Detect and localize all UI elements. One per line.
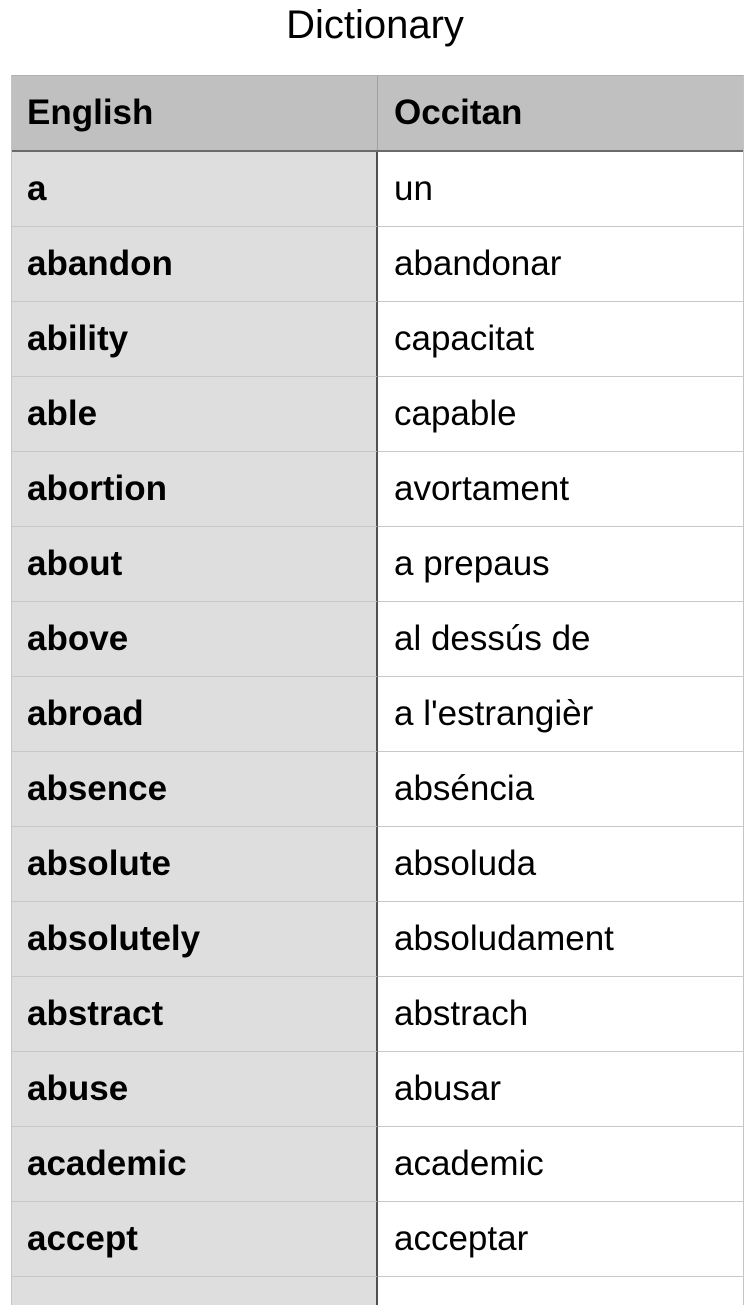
table-row[interactable] — [12, 677, 743, 752]
table-row[interactable] — [12, 827, 743, 902]
english-word-cell: accept — [12, 1202, 378, 1277]
occitan-translation-cell — [378, 1277, 743, 1305]
table-row[interactable] — [12, 1127, 743, 1202]
table-row[interactable] — [12, 752, 743, 827]
english-word-cell: able — [12, 377, 378, 452]
english-word-cell: abstract — [12, 977, 378, 1052]
table-row[interactable] — [12, 527, 743, 602]
page-title: Dictionary — [286, 3, 464, 47]
occitan-translation-cell: al dessús de — [378, 602, 743, 677]
column-header-english[interactable]: English — [12, 76, 378, 150]
english-word-cell: absence — [12, 752, 378, 827]
english-word-cell: a — [12, 152, 378, 227]
occitan-translation-cell: acceptar — [378, 1202, 743, 1277]
english-word-cell: absolutely — [12, 902, 378, 977]
dictionary-table — [11, 75, 744, 1305]
occitan-translation-cell: a l'estrangièr — [378, 677, 743, 752]
occitan-translation-cell: capacitat — [378, 302, 743, 377]
column-header-occitan[interactable]: Occitan — [394, 93, 523, 132]
occitan-translation-cell: abusar — [378, 1052, 743, 1127]
table-row[interactable] — [12, 902, 743, 977]
english-word-cell: abuse — [12, 1052, 378, 1127]
table-row[interactable] — [12, 377, 743, 452]
table-header-row — [12, 75, 743, 152]
table-row[interactable] — [12, 1052, 743, 1127]
table-row[interactable] — [12, 227, 743, 302]
occitan-translation-cell: academic — [378, 1127, 743, 1202]
table-row[interactable] — [12, 1202, 743, 1277]
occitan-translation-cell: abséncia — [378, 752, 743, 827]
table-row[interactable] — [12, 452, 743, 527]
occitan-translation-cell: capable — [378, 377, 743, 452]
english-word-cell: absolute — [12, 827, 378, 902]
table-row[interactable] — [12, 302, 743, 377]
table-row[interactable] — [12, 977, 743, 1052]
occitan-translation-cell: avortament — [378, 452, 743, 527]
english-word-cell: abandon — [12, 227, 378, 302]
english-word-cell: abroad — [12, 677, 378, 752]
english-word-cell: about — [12, 527, 378, 602]
occitan-translation-cell: a prepaus — [378, 527, 743, 602]
english-word-cell: ability — [12, 302, 378, 377]
english-word-cell: abortion — [12, 452, 378, 527]
occitan-translation-cell: abandonar — [378, 227, 743, 302]
occitan-translation-cell: absoludament — [378, 902, 743, 977]
occitan-translation-cell: un — [378, 152, 743, 227]
table-body — [12, 152, 743, 1305]
table-row[interactable] — [12, 602, 743, 677]
english-word-cell: academic — [12, 1127, 378, 1202]
table-row[interactable] — [12, 1277, 743, 1305]
occitan-translation-cell: abstrach — [378, 977, 743, 1052]
english-word-cell: above — [12, 602, 378, 677]
occitan-translation-cell: absoluda — [378, 827, 743, 902]
table-row[interactable] — [12, 152, 743, 227]
english-word-cell — [12, 1277, 378, 1305]
